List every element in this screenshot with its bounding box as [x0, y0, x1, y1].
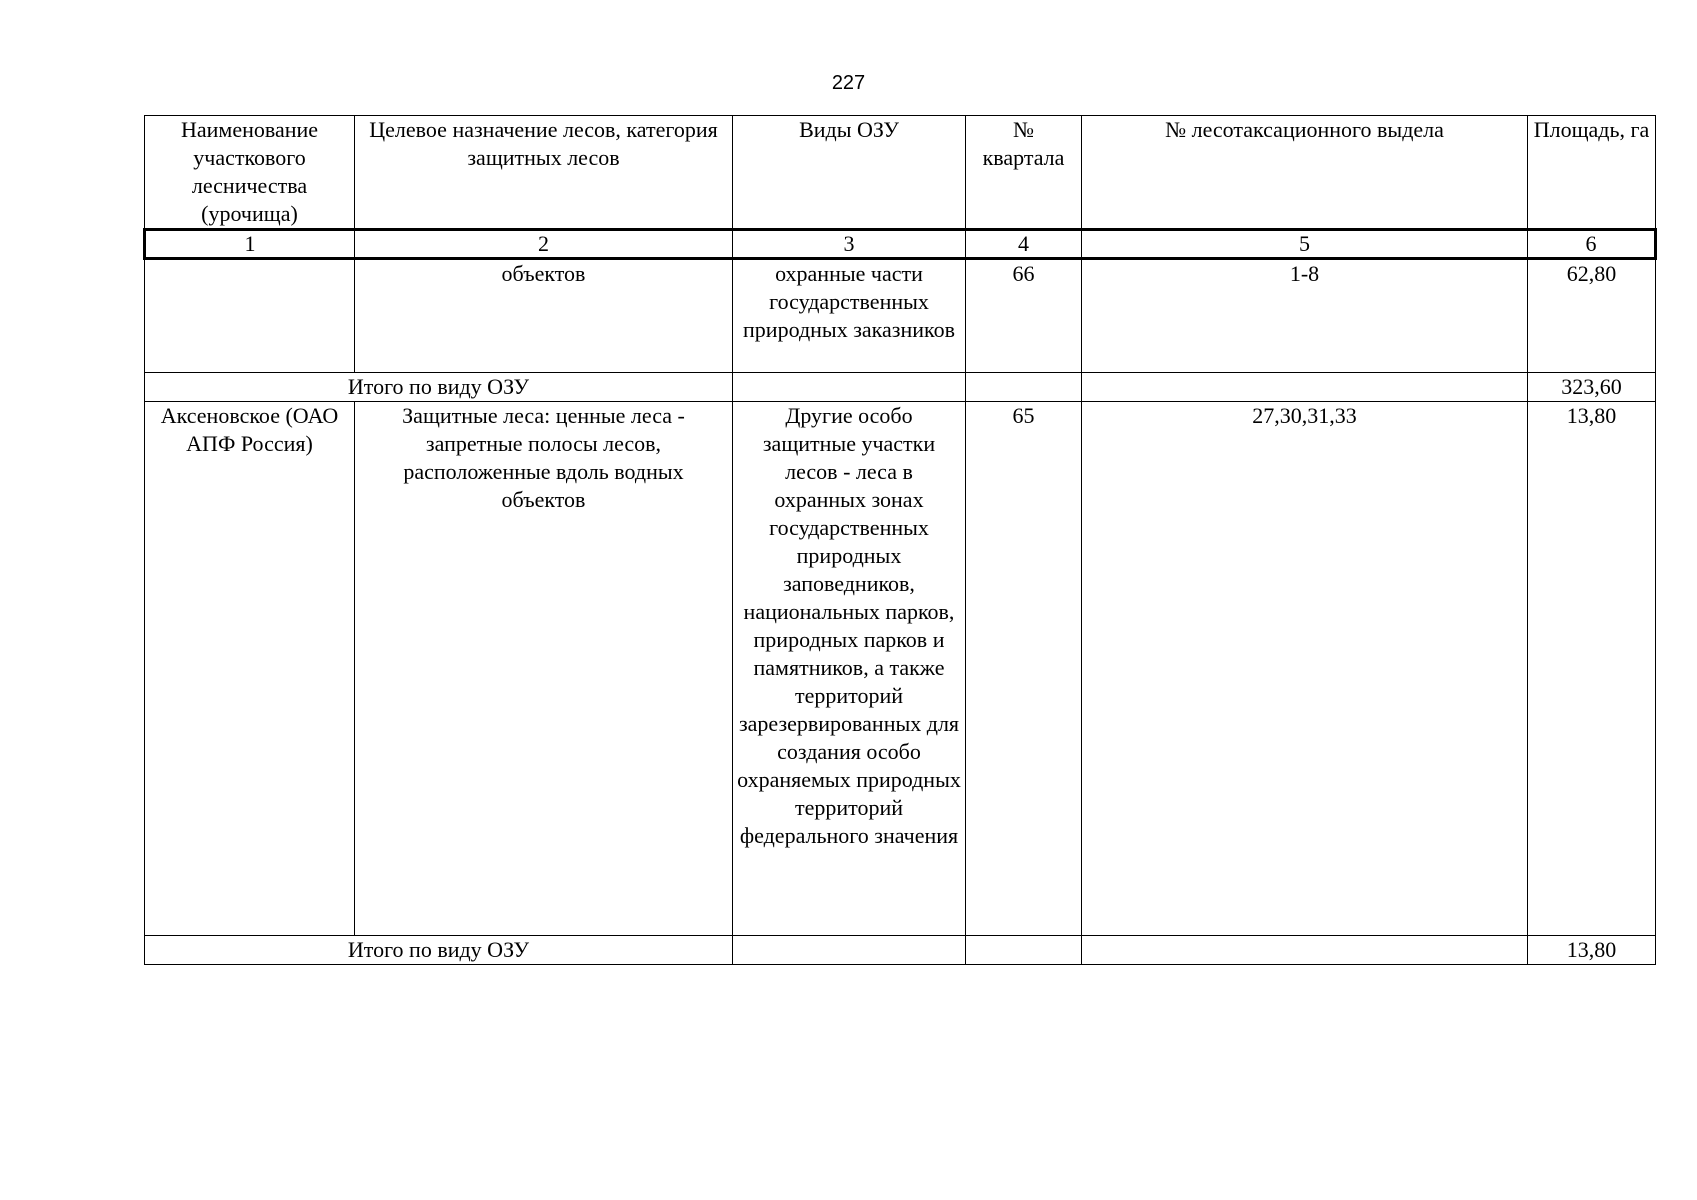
subtotal-row [145, 936, 1656, 965]
header-purpose: Целевое назначение лесов, категория защитных лесов [355, 116, 733, 230]
header-ozu-type: Виды ОЗУ [733, 116, 966, 230]
cell-quarter: 66 [966, 259, 1082, 373]
cell-area: 13,80 [1528, 402, 1656, 936]
column-number: 4 [966, 230, 1082, 259]
table-header-row [145, 116, 1656, 230]
subtotal-label: Итого по виду ОЗУ [145, 936, 733, 965]
subtotal-area: 13,80 [1528, 936, 1656, 965]
column-number: 3 [733, 230, 966, 259]
subtotal-area: 323,60 [1528, 373, 1656, 402]
empty-cell [1082, 936, 1528, 965]
cell-area: 62,80 [1528, 259, 1656, 373]
empty-cell [966, 936, 1082, 965]
cell-ozu-type: охранные части государственных природных заказников [733, 259, 966, 373]
cell-quarter: 65 [966, 402, 1082, 936]
cell-ozu-type: Другие особо защитные участки лесов - леса в охранных зонах государственных природных заповедников, национальных парков, природных парков и памятников, а также территорий зарезервированных для создания особо охраняемых природных территорий федерального значения [733, 402, 966, 936]
cell-forestry: Аксеновское (ОАО АПФ Россия) [145, 402, 355, 936]
cell-purpose: объектов [355, 259, 733, 373]
header-allotment: № лесотаксационного выдела [1082, 116, 1528, 230]
table-row [145, 259, 1656, 373]
empty-cell [733, 373, 966, 402]
column-number-row [145, 230, 1656, 259]
column-number: 1 [145, 230, 355, 259]
page-number: 227 [831, 72, 866, 94]
header-area: Площадь, га [1528, 116, 1656, 230]
column-number: 6 [1528, 230, 1656, 259]
subtotal-label: Итого по виду ОЗУ [145, 373, 733, 402]
empty-cell [1082, 373, 1528, 402]
column-number: 2 [355, 230, 733, 259]
cell-purpose: Защитные леса: ценные леса - запретные полосы лесов, расположенные вдоль водных объектов [355, 402, 733, 936]
table-row [145, 402, 1656, 936]
header-forestry: Наименование участкового лесничества (урочища) [145, 116, 355, 230]
column-number: 5 [1082, 230, 1528, 259]
protective-forest-table [143, 115, 1657, 965]
cell-allotment: 27,30,31,33 [1082, 402, 1528, 936]
cell-allotment: 1-8 [1082, 259, 1528, 373]
header-quarter: № квартала [966, 116, 1082, 230]
cell-forestry [145, 259, 355, 373]
empty-cell [966, 373, 1082, 402]
subtotal-row [145, 373, 1656, 402]
empty-cell [733, 936, 966, 965]
